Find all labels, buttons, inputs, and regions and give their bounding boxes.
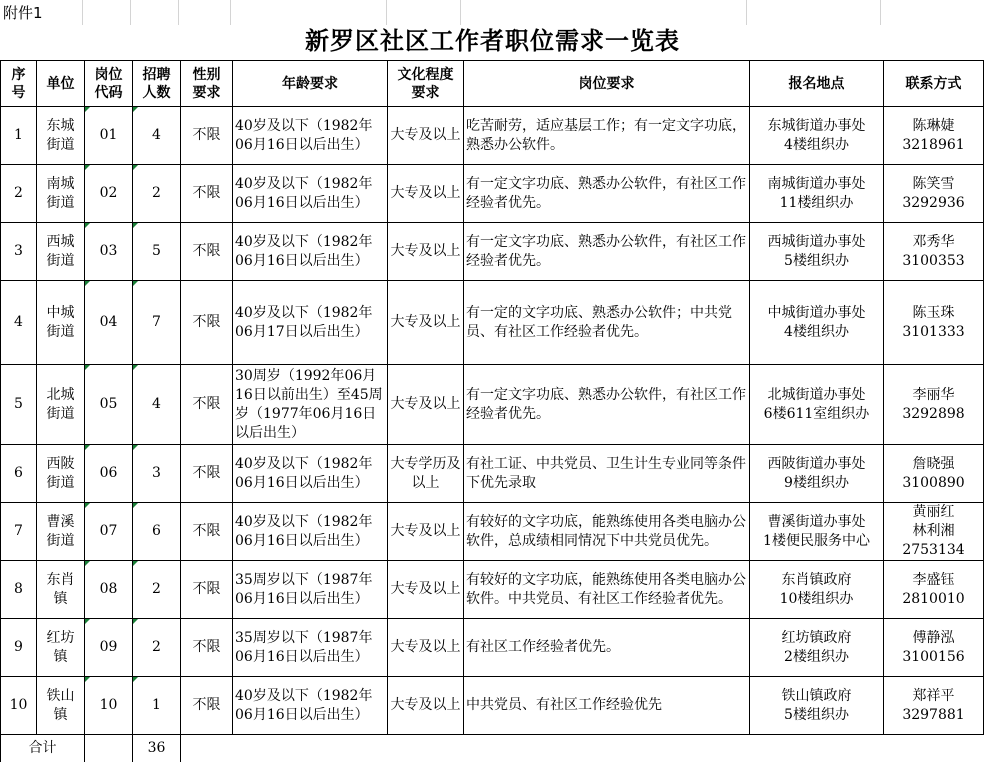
cell-contact: 黄丽红 林利湘 2753134 (884, 503, 984, 561)
cell-age: 40岁及以下（1982年06月16日以后出生） (233, 107, 388, 165)
cell-gender: 不限 (181, 503, 233, 561)
cell-contact: 陈玉珠 3101333 (884, 281, 984, 365)
cell-age: 40岁及以下（1982年06月16日以后出生） (233, 165, 388, 223)
cell-unit: 铁山 镇 (37, 677, 85, 735)
cell-seq: 5 (1, 365, 37, 445)
cell-contact: 李盛钰 2810010 (884, 561, 984, 619)
cell-age: 40岁及以下（1982年06月16日以后出生） (233, 223, 388, 281)
cell-unit: 中城 街道 (37, 281, 85, 365)
header-place: 报名地点 (750, 61, 884, 107)
cell-seq: 1 (1, 107, 37, 165)
cell-requirements: 有一定的文字功底、熟悉办公软件；中共党员、有社区工作经验者优先。 (464, 281, 750, 365)
cell-unit: 东城 街道 (37, 107, 85, 165)
cell-count: 7 (133, 281, 181, 365)
cell-unit: 东肖 镇 (37, 561, 85, 619)
cell-education: 大专及以上 (388, 107, 464, 165)
cell-count: 2 (133, 561, 181, 619)
cell-count: 4 (133, 365, 181, 445)
header-code: 岗位 代码 (85, 61, 133, 107)
cell-count: 4 (133, 107, 181, 165)
cell-count: 2 (133, 619, 181, 677)
cell-place: 铁山镇政府 5楼组织办 (750, 677, 884, 735)
cell-contact: 李丽华 3292898 (884, 365, 984, 445)
table-row (1, 107, 984, 165)
cell-seq: 2 (1, 165, 37, 223)
cell-requirements: 有一定文字功底、熟悉办公软件，有社区工作经验者优先。 (464, 365, 750, 445)
cell-seq: 3 (1, 223, 37, 281)
cell-requirements: 有社区工作经验者优先。 (464, 619, 750, 677)
cell-count: 3 (133, 445, 181, 503)
cell-requirements: 吃苦耐劳，适应基层工作；有一定文字功底，熟悉办公软件。 (464, 107, 750, 165)
cell-gender: 不限 (181, 619, 233, 677)
cell-gender: 不限 (181, 677, 233, 735)
cell-code: 01 (85, 107, 133, 165)
cell-age: 40岁及以下（1982年06月16日以后出生） (233, 445, 388, 503)
total-label: 合计 (1, 735, 85, 762)
header-gender: 性别 要求 (181, 61, 233, 107)
cell-contact: 郑祥平 3297881 (884, 677, 984, 735)
cell-seq: 8 (1, 561, 37, 619)
total-count: 36 (133, 735, 181, 762)
cell-education: 大专及以上 (388, 223, 464, 281)
cell-requirements: 有社工证、中共党员、卫生计生专业同等条件下优先录取 (464, 445, 750, 503)
cell-age: 40岁及以下（1982年06月17日以后出生） (233, 281, 388, 365)
cell-gender: 不限 (181, 281, 233, 365)
table-row (1, 561, 984, 619)
header-age: 年龄要求 (233, 61, 388, 107)
cell-contact: 詹晓强 3100890 (884, 445, 984, 503)
cell-seq: 7 (1, 503, 37, 561)
header-contact: 联系方式 (884, 61, 984, 107)
cell-education: 大专及以上 (388, 561, 464, 619)
header-count: 招聘 人数 (133, 61, 181, 107)
cell-requirements: 有较好的文字功底，能熟练使用各类电脑办公软件，总成绩相同情况下中共党员优先。 (464, 503, 750, 561)
cell-code: 09 (85, 619, 133, 677)
cell-seq: 9 (1, 619, 37, 677)
cell-education: 大专及以上 (388, 165, 464, 223)
cell-place: 西陂街道办事处 9楼组织办 (750, 445, 884, 503)
cell-seq: 4 (1, 281, 37, 365)
cell-place: 东城街道办事处 4楼组织办 (750, 107, 884, 165)
cell-requirements: 有较好的文字功底，能熟练使用各类电脑办公软件。中共党员、有社区工作经验者优先。 (464, 561, 750, 619)
cell-seq: 10 (1, 677, 37, 735)
cell-contact: 陈琳婕 3218961 (884, 107, 984, 165)
cell-age: 30周岁（1992年06月16日以前出生）至45周岁（1977年06月16日以后出生） (233, 365, 388, 445)
table-row (1, 677, 984, 735)
cell-requirements: 有一定文字功底、熟悉办公软件，有社区工作经验者优先。 (464, 165, 750, 223)
cell-place: 红坊镇政府 2楼组织办 (750, 619, 884, 677)
cell-education: 大专及以上 (388, 281, 464, 365)
cell-place: 北城街道办事处 6楼611室组织办 (750, 365, 884, 445)
cell-code: 02 (85, 165, 133, 223)
cell-unit: 北城 街道 (37, 365, 85, 445)
cell-code: 04 (85, 281, 133, 365)
cell-requirements: 有一定文字功底、熟悉办公软件，有社区工作经验者优先。 (464, 223, 750, 281)
table-row (1, 223, 984, 281)
header-education: 文化程度 要求 (388, 61, 464, 107)
cell-education: 大专学历及以上 (388, 445, 464, 503)
header-unit: 单位 (37, 61, 85, 107)
header-requirements: 岗位要求 (464, 61, 750, 107)
table-row (1, 365, 984, 445)
table-row (1, 165, 984, 223)
cell-education: 大专及以上 (388, 365, 464, 445)
table-row (1, 281, 984, 365)
cell-place: 中城街道办事处 4楼组织办 (750, 281, 884, 365)
cell-count: 5 (133, 223, 181, 281)
cell-age: 35周岁以下（1987年06月16日以后出生） (233, 561, 388, 619)
cell-unit: 红坊 镇 (37, 619, 85, 677)
cell-gender: 不限 (181, 365, 233, 445)
cell-count: 1 (133, 677, 181, 735)
cell-gender: 不限 (181, 223, 233, 281)
cell-place: 南城街道办事处 11楼组织办 (750, 165, 884, 223)
cell-place: 曹溪街道办事处 1楼便民服务中心 (750, 503, 884, 561)
cell-gender: 不限 (181, 165, 233, 223)
cell-code: 10 (85, 677, 133, 735)
total-blank (181, 735, 984, 762)
cell-gender: 不限 (181, 107, 233, 165)
table-row (1, 445, 984, 503)
cell-place: 东肖镇政府 10楼组织办 (750, 561, 884, 619)
cell-age: 40岁及以下（1982年06月16日以后出生） (233, 503, 388, 561)
cell-code: 05 (85, 365, 133, 445)
cell-contact: 傅静泓 3100156 (884, 619, 984, 677)
page-title: 新罗区社区工作者职位需求一览表 (305, 26, 680, 55)
total-row (1, 735, 984, 762)
table-row (1, 619, 984, 677)
cell-code: 07 (85, 503, 133, 561)
table-row (1, 503, 984, 561)
cell-unit: 西陂 街道 (37, 445, 85, 503)
cell-education: 大专及以上 (388, 677, 464, 735)
table-header-row (1, 61, 984, 107)
header-seq: 序 号 (1, 61, 37, 107)
cell-requirements: 中共党员、有社区工作经验优先 (464, 677, 750, 735)
cell-unit: 南城 街道 (37, 165, 85, 223)
cell-gender: 不限 (181, 561, 233, 619)
cell-age: 40岁及以下（1982年06月16日以后出生） (233, 677, 388, 735)
attachment-label: 附件1 (3, 4, 43, 22)
cell-age: 35周岁以下（1987年06月16日以后出生） (233, 619, 388, 677)
cell-seq: 6 (1, 445, 37, 503)
total-empty-cell (85, 735, 133, 762)
cell-gender: 不限 (181, 445, 233, 503)
cell-code: 08 (85, 561, 133, 619)
cell-education: 大专及以上 (388, 619, 464, 677)
cell-unit: 曹溪 街道 (37, 503, 85, 561)
cell-contact: 陈笑雪 3292936 (884, 165, 984, 223)
cell-contact: 邓秀华 3100353 (884, 223, 984, 281)
cell-count: 6 (133, 503, 181, 561)
cell-count: 2 (133, 165, 181, 223)
cell-unit: 西城 街道 (37, 223, 85, 281)
cell-code: 03 (85, 223, 133, 281)
cell-code: 06 (85, 445, 133, 503)
cell-place: 西城街道办事处 5楼组织办 (750, 223, 884, 281)
cell-education: 大专及以上 (388, 503, 464, 561)
position-table (0, 60, 984, 762)
